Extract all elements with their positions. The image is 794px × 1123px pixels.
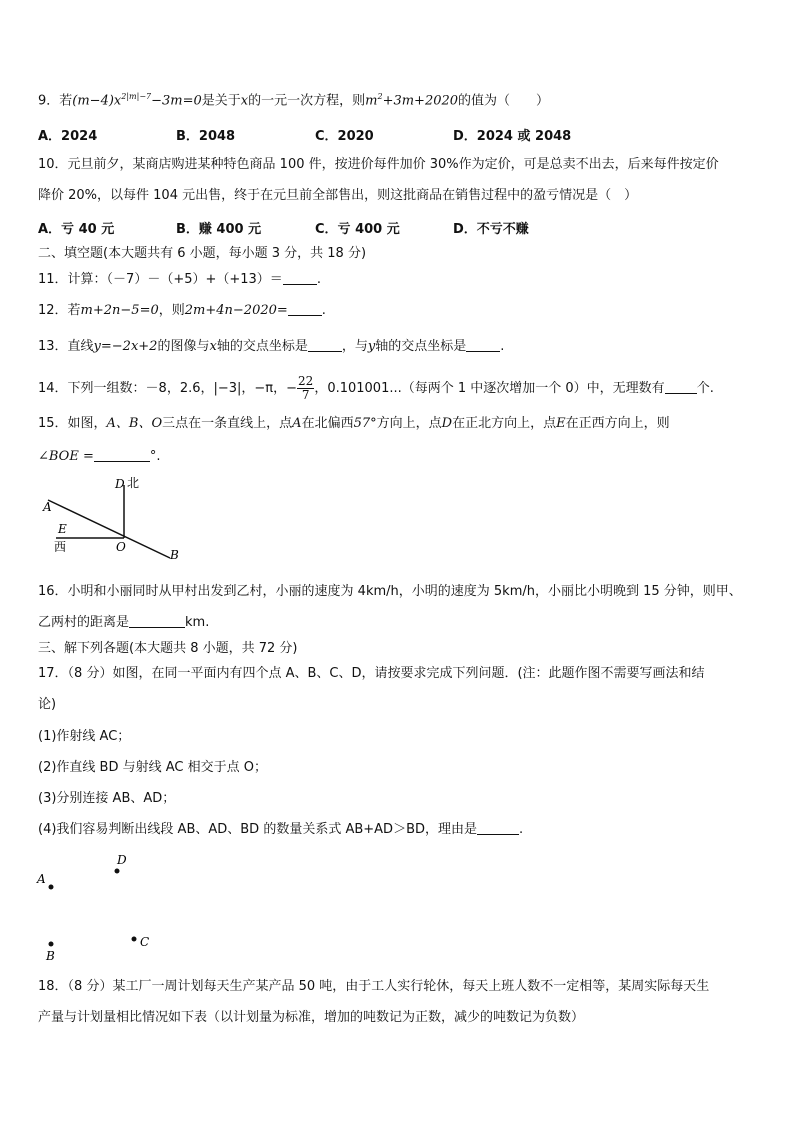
q14-text: ，0.101001...（每两个 1 中逐次增加一个 0）中，无理数有 <box>314 381 665 396</box>
label-d: D <box>117 853 127 867</box>
q15-line1 <box>38 415 670 433</box>
q14-answer-blank <box>665 380 697 394</box>
q17-line1: 17．（8 分）如图，在同一平面内有四个点 A、B、C、D，请按要求完成下列问题．(注：此题作图不需要写画法和结 <box>38 666 705 681</box>
q9-expr: m <box>365 93 378 109</box>
q15-degree: 57° <box>353 416 377 431</box>
q10-option-b: B．赚 400 元 <box>176 222 262 237</box>
q11-text: 11．计算：（－7）－（+5）+（+13）＝ <box>38 272 283 287</box>
q9-text: 的一元一次方程，则 <box>248 93 366 109</box>
q18-line2: 产量与计划量相比情况如下表（以计划量为标准，增加的吨数记为正数，减少的吨数记为负数） <box>38 1010 585 1025</box>
q9-option-c: C．2020 <box>315 129 374 144</box>
q13-text: 轴的交点坐标是 <box>216 339 308 354</box>
q17-line2: 论) <box>38 697 57 712</box>
label-a: A <box>43 500 52 514</box>
q12 <box>38 302 326 320</box>
q9-exponent: 2|m|−7 <box>121 92 152 101</box>
q14-fraction <box>297 375 314 402</box>
label-b: B <box>170 548 179 562</box>
q13-answer-blank-2 <box>466 338 500 352</box>
q15-text: 三点在一条直线上，点 <box>162 416 293 431</box>
q15-line2 <box>38 448 161 466</box>
q13-text: 13．直线 <box>38 339 94 354</box>
q17-step2: (2)作直线 BD 与射线 AC 相交于点 O； <box>38 760 267 775</box>
q17-answer-blank <box>477 821 519 835</box>
q15-answer-blank <box>94 448 150 462</box>
q16-line1: 16．小明和小丽同时从甲村出发到乙村，小丽的速度为 4km/h，小明的速度为 5km/h，小丽比小明晚到 15 分钟，则甲、 <box>38 584 742 599</box>
q15-point-e: E <box>556 416 566 431</box>
q14-frac-num: 22 <box>298 374 314 388</box>
point-d <box>115 869 120 874</box>
q9-text: 是关于 <box>201 93 241 109</box>
q13-text: 的图像与 <box>157 339 210 354</box>
q12-text: 12．若 <box>38 303 81 318</box>
q12-text: ，则 <box>158 303 185 318</box>
q10-option-a: A．亏 40 元 <box>38 222 115 237</box>
q14-frac-den: 7 <box>301 388 310 402</box>
point-c <box>132 937 137 942</box>
q9-option-d: D．2024 或 2048 <box>453 129 572 144</box>
q12-answer-blank <box>288 302 322 316</box>
q13-x: x <box>209 339 217 354</box>
label-b: B <box>46 949 55 963</box>
q13-end: . <box>500 339 505 354</box>
q17-step1: (1)作射线 AC； <box>38 729 131 744</box>
q13-text: ，与 <box>341 339 368 354</box>
q11-answer-blank <box>283 271 317 285</box>
q9-text: 9．若 <box>38 93 73 109</box>
q17-step4-text: (4)我们容易判断出线段 AB、AD、BD 的数量关系式 AB+AD＞BD，理由是 <box>38 822 477 837</box>
q11-end: . <box>316 272 321 287</box>
q13-text: 轴的交点坐标是 <box>375 339 467 354</box>
q13 <box>38 338 504 356</box>
q15-point-a: A <box>292 416 302 431</box>
q13-line-equation: y=−2x+2 <box>93 339 158 354</box>
q9-var: x <box>240 93 249 109</box>
q15-figure <box>38 470 188 570</box>
label-north: 北 <box>127 476 140 490</box>
q15-end: °. <box>149 449 161 464</box>
q13-y: y <box>367 339 376 354</box>
q14 <box>38 375 714 402</box>
q16-text: 乙两村的距离是 <box>38 615 130 630</box>
q10-line2: 降价 20%，以每件 104 元出售，终于在元旦前全部售出，则这批商品在销售过程中的盈亏情况是（ ） <box>38 188 638 203</box>
q12-expression: 2m+4n−2020= <box>184 303 288 318</box>
q9-stem <box>38 88 549 110</box>
q15-angle: ∠BOE = <box>38 449 94 464</box>
q15-point-d: D <box>441 416 453 431</box>
q17-end: . <box>519 822 524 837</box>
point-b <box>49 942 54 947</box>
q17-figure <box>34 850 164 965</box>
label-d: D <box>115 477 125 491</box>
q9-expr-rest: +3m+2020 <box>382 93 459 109</box>
label-a: A <box>37 872 46 886</box>
q16-line2 <box>38 614 209 632</box>
point-a <box>49 885 54 890</box>
q15-text: 在正北方向上，点 <box>452 416 557 431</box>
section-solve-heading: 三、解下列各题(本大题共 8 小题，共 72 分) <box>38 641 298 656</box>
q12-condition: m+2n−5=0 <box>80 303 159 318</box>
q15-text: 15．如图， <box>38 416 107 431</box>
q15-text: 方向上，点 <box>376 416 442 431</box>
q9-expr-exp: 2 <box>377 92 383 101</box>
label-west: 西 <box>54 540 67 554</box>
q12-end: . <box>321 303 326 318</box>
q9-equation: (m−4)x <box>72 93 122 109</box>
q18-line1: 18．（8 分）某工厂一周计划每天生产某产品 50 吨，由于工人实行轮休，每天上班人数不一定相等，某周实际每天生 <box>38 979 710 994</box>
q9-option-a: A．2024 <box>38 129 98 144</box>
label-e: E <box>58 522 67 536</box>
q10-option-d: D．不亏不赚 <box>453 222 529 237</box>
q10-line1: 10．元旦前夕，某商店购进某种特色商品 100 件，按进价每件加价 30%作为定价，可是总卖不出去，后来每件按定价 <box>38 157 719 172</box>
q9-option-b: B．2048 <box>176 129 236 144</box>
q9-text: 的值为（ ） <box>458 93 550 109</box>
q11 <box>38 271 321 289</box>
q17-step4 <box>38 821 523 839</box>
q16-answer-blank <box>129 614 185 628</box>
q9-equation-rest: −3m=0 <box>151 93 202 109</box>
q17-step3: (3)分别连接 AB、AD； <box>38 791 176 806</box>
q14-end: 个. <box>696 381 714 396</box>
q16-unit: km. <box>185 615 210 630</box>
section-fill-in-heading: 二、填空题(本大题共有 6 小题，每小题 3 分，共 18 分) <box>38 246 367 261</box>
q15-points: A、B、O <box>106 416 163 431</box>
q10-option-c: C．亏 400 元 <box>315 222 400 237</box>
label-o: O <box>116 540 126 554</box>
label-c: C <box>140 935 150 949</box>
q15-text: 在北偏西 <box>301 416 354 431</box>
q13-answer-blank-1 <box>308 338 342 352</box>
q14-text: 14．下列一组数：－8，2.6，|−3|，−π，− <box>38 381 298 396</box>
q15-text: 在正西方向上，则 <box>565 416 670 431</box>
